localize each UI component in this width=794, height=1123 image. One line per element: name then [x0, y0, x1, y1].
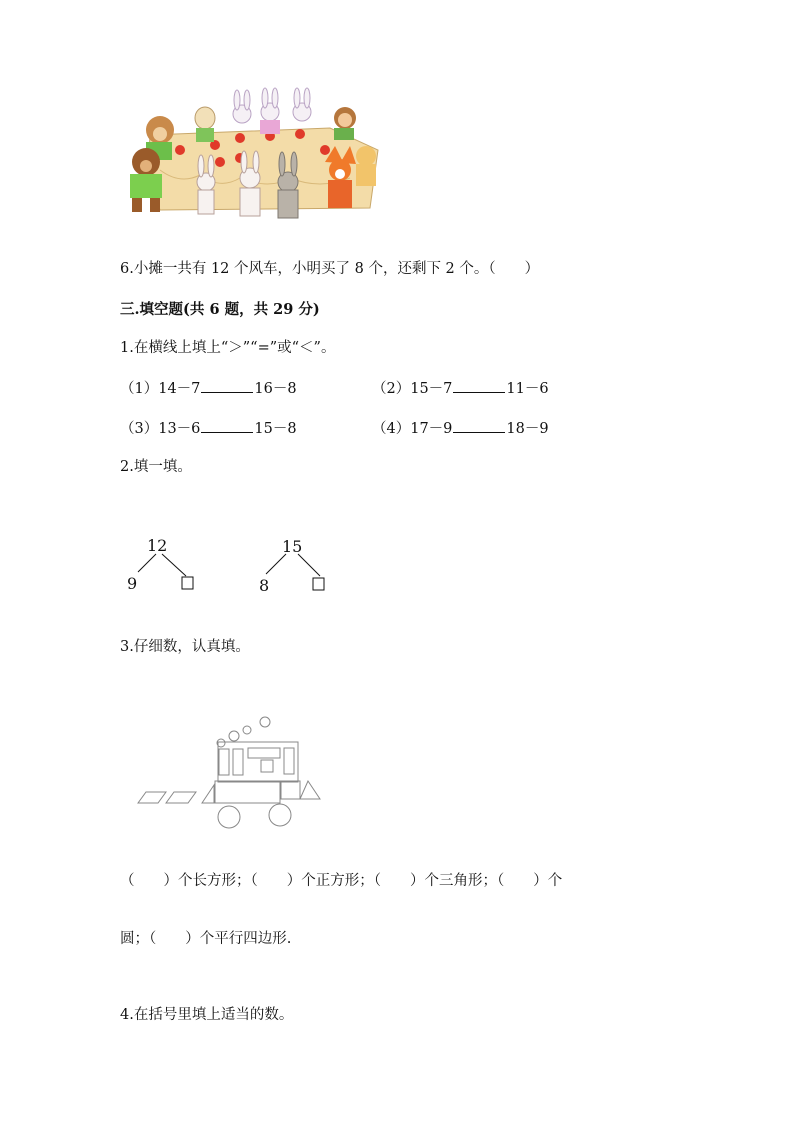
compare-left: （4）17－9	[372, 421, 453, 437]
answer-blank[interactable]	[453, 378, 505, 393]
animals-table-illustration	[120, 90, 385, 225]
compare-left: （1）14－7	[120, 381, 201, 397]
answer-blank[interactable]	[201, 378, 253, 393]
compare-item-2	[372, 378, 549, 399]
compare-left: （3）13－6	[120, 421, 201, 437]
question-2-prompt: 2.填一填。	[120, 459, 192, 475]
answer-blank[interactable]	[453, 418, 505, 433]
question-3-prompt: 3.仔细数，认真填。	[120, 639, 250, 655]
question-3-answer-line-2: 圆；（ ）个平行四边形.	[120, 931, 292, 947]
answer-box[interactable]	[313, 578, 324, 590]
compare-right: 15－8	[254, 421, 297, 437]
bond-left-number: 8	[259, 576, 270, 595]
bond-left-number: 9	[127, 574, 138, 593]
question-3-answer-line-1: （ ）个长方形；（ ）个正方形；（ ）个三角形；（ ）个	[120, 873, 563, 889]
compare-right: 11－6	[506, 381, 549, 397]
answer-blank[interactable]	[201, 418, 253, 433]
compare-right: 16－8	[254, 381, 297, 397]
bond-top-number: 12	[147, 536, 168, 555]
bond-top-number: 15	[282, 537, 303, 556]
compare-item-4	[372, 418, 549, 439]
compare-item-3	[120, 418, 297, 439]
shape-train-figure	[130, 712, 330, 832]
judgement-question-6: 6.小摊一共有 12 个风车，小明买了 8 个，还剩下 2 个。（ ）	[120, 261, 540, 277]
bond-lines	[260, 552, 335, 597]
bond-lines	[130, 550, 200, 595]
question-4-prompt: 4.在括号里填上适当的数。	[120, 1007, 294, 1023]
question-1-prompt: 1.在横线上填上“＞”“=”或“＜”。	[120, 340, 336, 356]
compare-item-1	[120, 378, 297, 399]
section-title: 三.填空题(共 6 题，共 29 分)	[120, 301, 320, 318]
answer-box[interactable]	[182, 577, 193, 589]
compare-right: 18－9	[506, 421, 549, 437]
compare-left: （2）15－7	[372, 381, 453, 397]
